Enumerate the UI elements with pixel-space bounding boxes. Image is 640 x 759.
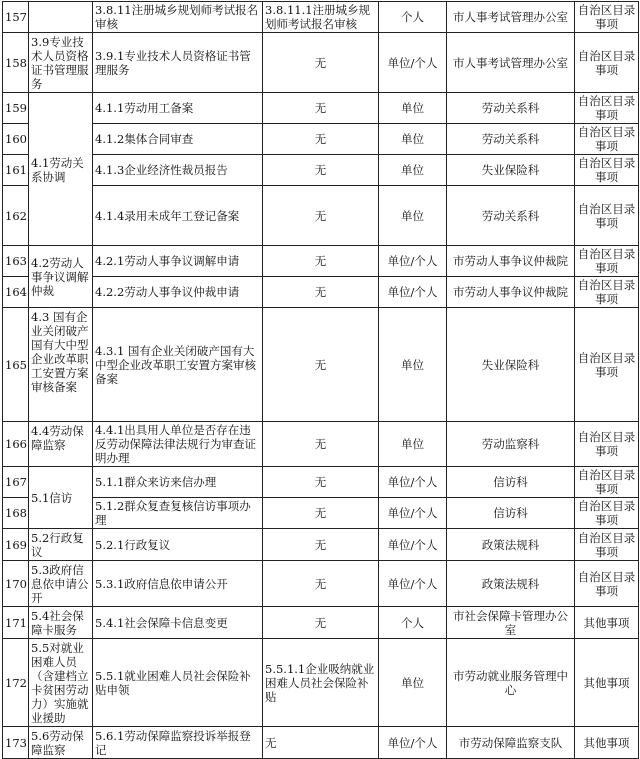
- row-number: 159: [3, 93, 29, 124]
- table-row: [3, 186, 639, 246]
- row-number: 173: [3, 727, 29, 759]
- item-cell: 4.1.3企业经济性裁员报告: [93, 155, 263, 186]
- subject-cell: 单位/个人: [379, 561, 447, 607]
- department-cell: 市劳动人事争议仲裁院: [447, 246, 575, 277]
- subject-cell: 单位: [379, 124, 447, 155]
- level-cell: 自治区目录事项: [575, 186, 639, 246]
- row-number: 168: [3, 498, 29, 529]
- table-row: [3, 155, 639, 186]
- table-row: [3, 498, 639, 529]
- category-cell: 5.1信访: [29, 467, 93, 529]
- item-cell: 5.5.1就业困难人员社会保险补贴申领: [93, 639, 263, 727]
- table-row: [3, 93, 639, 124]
- level-cell: 自治区目录事项: [575, 498, 639, 529]
- row-number: 170: [3, 561, 29, 607]
- row-number: 171: [3, 607, 29, 639]
- row-number: 162: [3, 186, 29, 246]
- subject-cell: 单位: [379, 422, 447, 467]
- category-cell: 5.6劳动保障监察: [29, 727, 93, 759]
- table-row: [3, 277, 639, 308]
- sub-item-cell: 无: [263, 33, 379, 93]
- subject-cell: 单位/个人: [379, 277, 447, 308]
- table-row: [3, 639, 639, 727]
- level-cell: 自治区目录事项: [575, 529, 639, 561]
- category-cell: 5.5对就业困难人员（含建档立卡贫困劳动力）实施就业援助: [29, 639, 93, 727]
- table-row: [3, 561, 639, 607]
- row-number: 167: [3, 467, 29, 498]
- category-cell: 4.2劳动人事争议调解仲裁: [29, 246, 93, 308]
- row-number: 160: [3, 124, 29, 155]
- category-cell: 5.4社会保障卡服务: [29, 607, 93, 639]
- item-cell: 3.8.11注册城乡规划师考试报名审核: [93, 2, 263, 33]
- department-cell: 市人事考试管理办公室: [447, 33, 575, 93]
- department-cell: 政策法规科: [447, 561, 575, 607]
- level-cell: 自治区目录事项: [575, 155, 639, 186]
- department-cell: 市人事考试管理办公室: [447, 2, 575, 33]
- sub-item-cell: 无: [263, 246, 379, 277]
- sub-item-cell: 无: [263, 186, 379, 246]
- category-cell: 3.9专业技术人员资格证书管理服务: [29, 33, 93, 93]
- department-cell: 政策法规科: [447, 529, 575, 561]
- item-cell: 5.4.1社会保障卡信息变更: [93, 607, 263, 639]
- department-cell: 市劳动人事争议仲裁院: [447, 277, 575, 308]
- department-cell: 信访科: [447, 498, 575, 529]
- sub-item-cell: 无: [263, 467, 379, 498]
- level-cell: 其他事项: [575, 727, 639, 759]
- table-row: [3, 2, 639, 33]
- sub-item-cell: 无: [263, 529, 379, 561]
- level-cell: 自治区目录事项: [575, 246, 639, 277]
- category-cell: 5.2行政复议: [29, 529, 93, 561]
- sub-item-cell: 无: [263, 277, 379, 308]
- subject-cell: 个人: [379, 2, 447, 33]
- table-row: [3, 422, 639, 467]
- department-cell: 劳动关系科: [447, 186, 575, 246]
- subject-cell: 单位: [379, 155, 447, 186]
- item-cell: 4.2.1劳动人事争议调解申请: [93, 246, 263, 277]
- level-cell: 自治区目录事项: [575, 277, 639, 308]
- level-cell: 自治区目录事项: [575, 2, 639, 33]
- department-cell: 市劳动就业服务管理中心: [447, 639, 575, 727]
- item-cell: 4.1.1劳动用工备案: [93, 93, 263, 124]
- table-row: [3, 308, 639, 422]
- table-row: [3, 529, 639, 561]
- row-number: 157: [3, 2, 29, 33]
- row-number: 158: [3, 33, 29, 93]
- level-cell: 自治区目录事项: [575, 308, 639, 422]
- table-row: [3, 607, 639, 639]
- sub-item-cell: 3.8.11.1注册城乡规划师考试报名审核: [263, 2, 379, 33]
- row-number: 172: [3, 639, 29, 727]
- service-items-table: [2, 1, 639, 759]
- department-cell: 失业保险科: [447, 155, 575, 186]
- sub-item-cell: 无: [263, 498, 379, 529]
- item-cell: 4.2.2劳动人事争议仲裁申请: [93, 277, 263, 308]
- row-number: 165: [3, 308, 29, 422]
- subject-cell: 单位: [379, 186, 447, 246]
- subject-cell: 单位/个人: [379, 498, 447, 529]
- row-number: 169: [3, 529, 29, 561]
- subject-cell: 单位/个人: [379, 727, 447, 759]
- sub-item-cell: 无: [263, 155, 379, 186]
- item-cell: 3.9.1专业技术人员资格证书管理服务: [93, 33, 263, 93]
- category-cell: 4.3 国有企业关闭破产国有大中型企业改革职工安置方案审核备案: [29, 308, 93, 422]
- category-cell: 5.3政府信息依申请公开: [29, 561, 93, 607]
- item-cell: 5.3.1政府信息依申请公开: [93, 561, 263, 607]
- row-number: 164: [3, 277, 29, 308]
- level-cell: 自治区目录事项: [575, 33, 639, 93]
- subject-cell: 单位/个人: [379, 246, 447, 277]
- category-cell: 4.4劳动保障监察: [29, 422, 93, 467]
- table-row: [3, 124, 639, 155]
- category-cell: 4.1劳动关系协调: [29, 93, 93, 246]
- table-row: [3, 467, 639, 498]
- sub-item-cell: 无: [263, 727, 379, 759]
- item-cell: 5.1.2群众复查复核信访事项办理: [93, 498, 263, 529]
- sub-item-cell: 无: [263, 93, 379, 124]
- subject-cell: 单位/个人: [379, 33, 447, 93]
- subject-cell: 个人: [379, 607, 447, 639]
- item-cell: 4.1.2集体合同审查: [93, 124, 263, 155]
- department-cell: 劳动关系科: [447, 93, 575, 124]
- level-cell: 自治区目录事项: [575, 93, 639, 124]
- subject-cell: 单位: [379, 639, 447, 727]
- sub-item-cell: 无: [263, 124, 379, 155]
- level-cell: 其他事项: [575, 607, 639, 639]
- sub-item-cell: 无: [263, 422, 379, 467]
- table-row: [3, 33, 639, 93]
- level-cell: 自治区目录事项: [575, 467, 639, 498]
- level-cell: 自治区目录事项: [575, 124, 639, 155]
- item-cell: 4.4.1出具用人单位是否存在违反劳动保障法律法规行为审查证明办理: [93, 422, 263, 467]
- department-cell: 劳动监察科: [447, 422, 575, 467]
- department-cell: 市劳动保障监察支队: [447, 727, 575, 759]
- row-number: 161: [3, 155, 29, 186]
- department-cell: 信访科: [447, 467, 575, 498]
- department-cell: 市社会保障卡管理办公室: [447, 607, 575, 639]
- item-cell: 4.1.4录用未成年工登记备案: [93, 186, 263, 246]
- row-number: 163: [3, 246, 29, 277]
- department-cell: 劳动关系科: [447, 124, 575, 155]
- item-cell: 5.1.1群众来访来信办理: [93, 467, 263, 498]
- level-cell: 其他事项: [575, 639, 639, 727]
- item-cell: 5.6.1劳动保障监察投诉举报登记: [93, 727, 263, 759]
- row-number: 166: [3, 422, 29, 467]
- department-cell: 失业保险科: [447, 308, 575, 422]
- level-cell: 自治区目录事项: [575, 422, 639, 467]
- table-row: [3, 246, 639, 277]
- category-cell: [29, 2, 93, 33]
- sub-item-cell: 无: [263, 607, 379, 639]
- subject-cell: 单位: [379, 308, 447, 422]
- subject-cell: 单位: [379, 93, 447, 124]
- level-cell: 自治区目录事项: [575, 561, 639, 607]
- item-cell: 5.2.1行政复议: [93, 529, 263, 561]
- sub-item-cell: 无: [263, 308, 379, 422]
- subject-cell: 单位/个人: [379, 529, 447, 561]
- table-row: [3, 727, 639, 759]
- sub-item-cell: 无: [263, 561, 379, 607]
- subject-cell: 单位/个人: [379, 467, 447, 498]
- item-cell: 4.3.1 国有企业关闭破产国有大中型企业改革职工安置方案审核备案: [93, 308, 263, 422]
- sub-item-cell: 5.5.1.1企业吸纳就业困难人员社会保险补贴: [263, 639, 379, 727]
